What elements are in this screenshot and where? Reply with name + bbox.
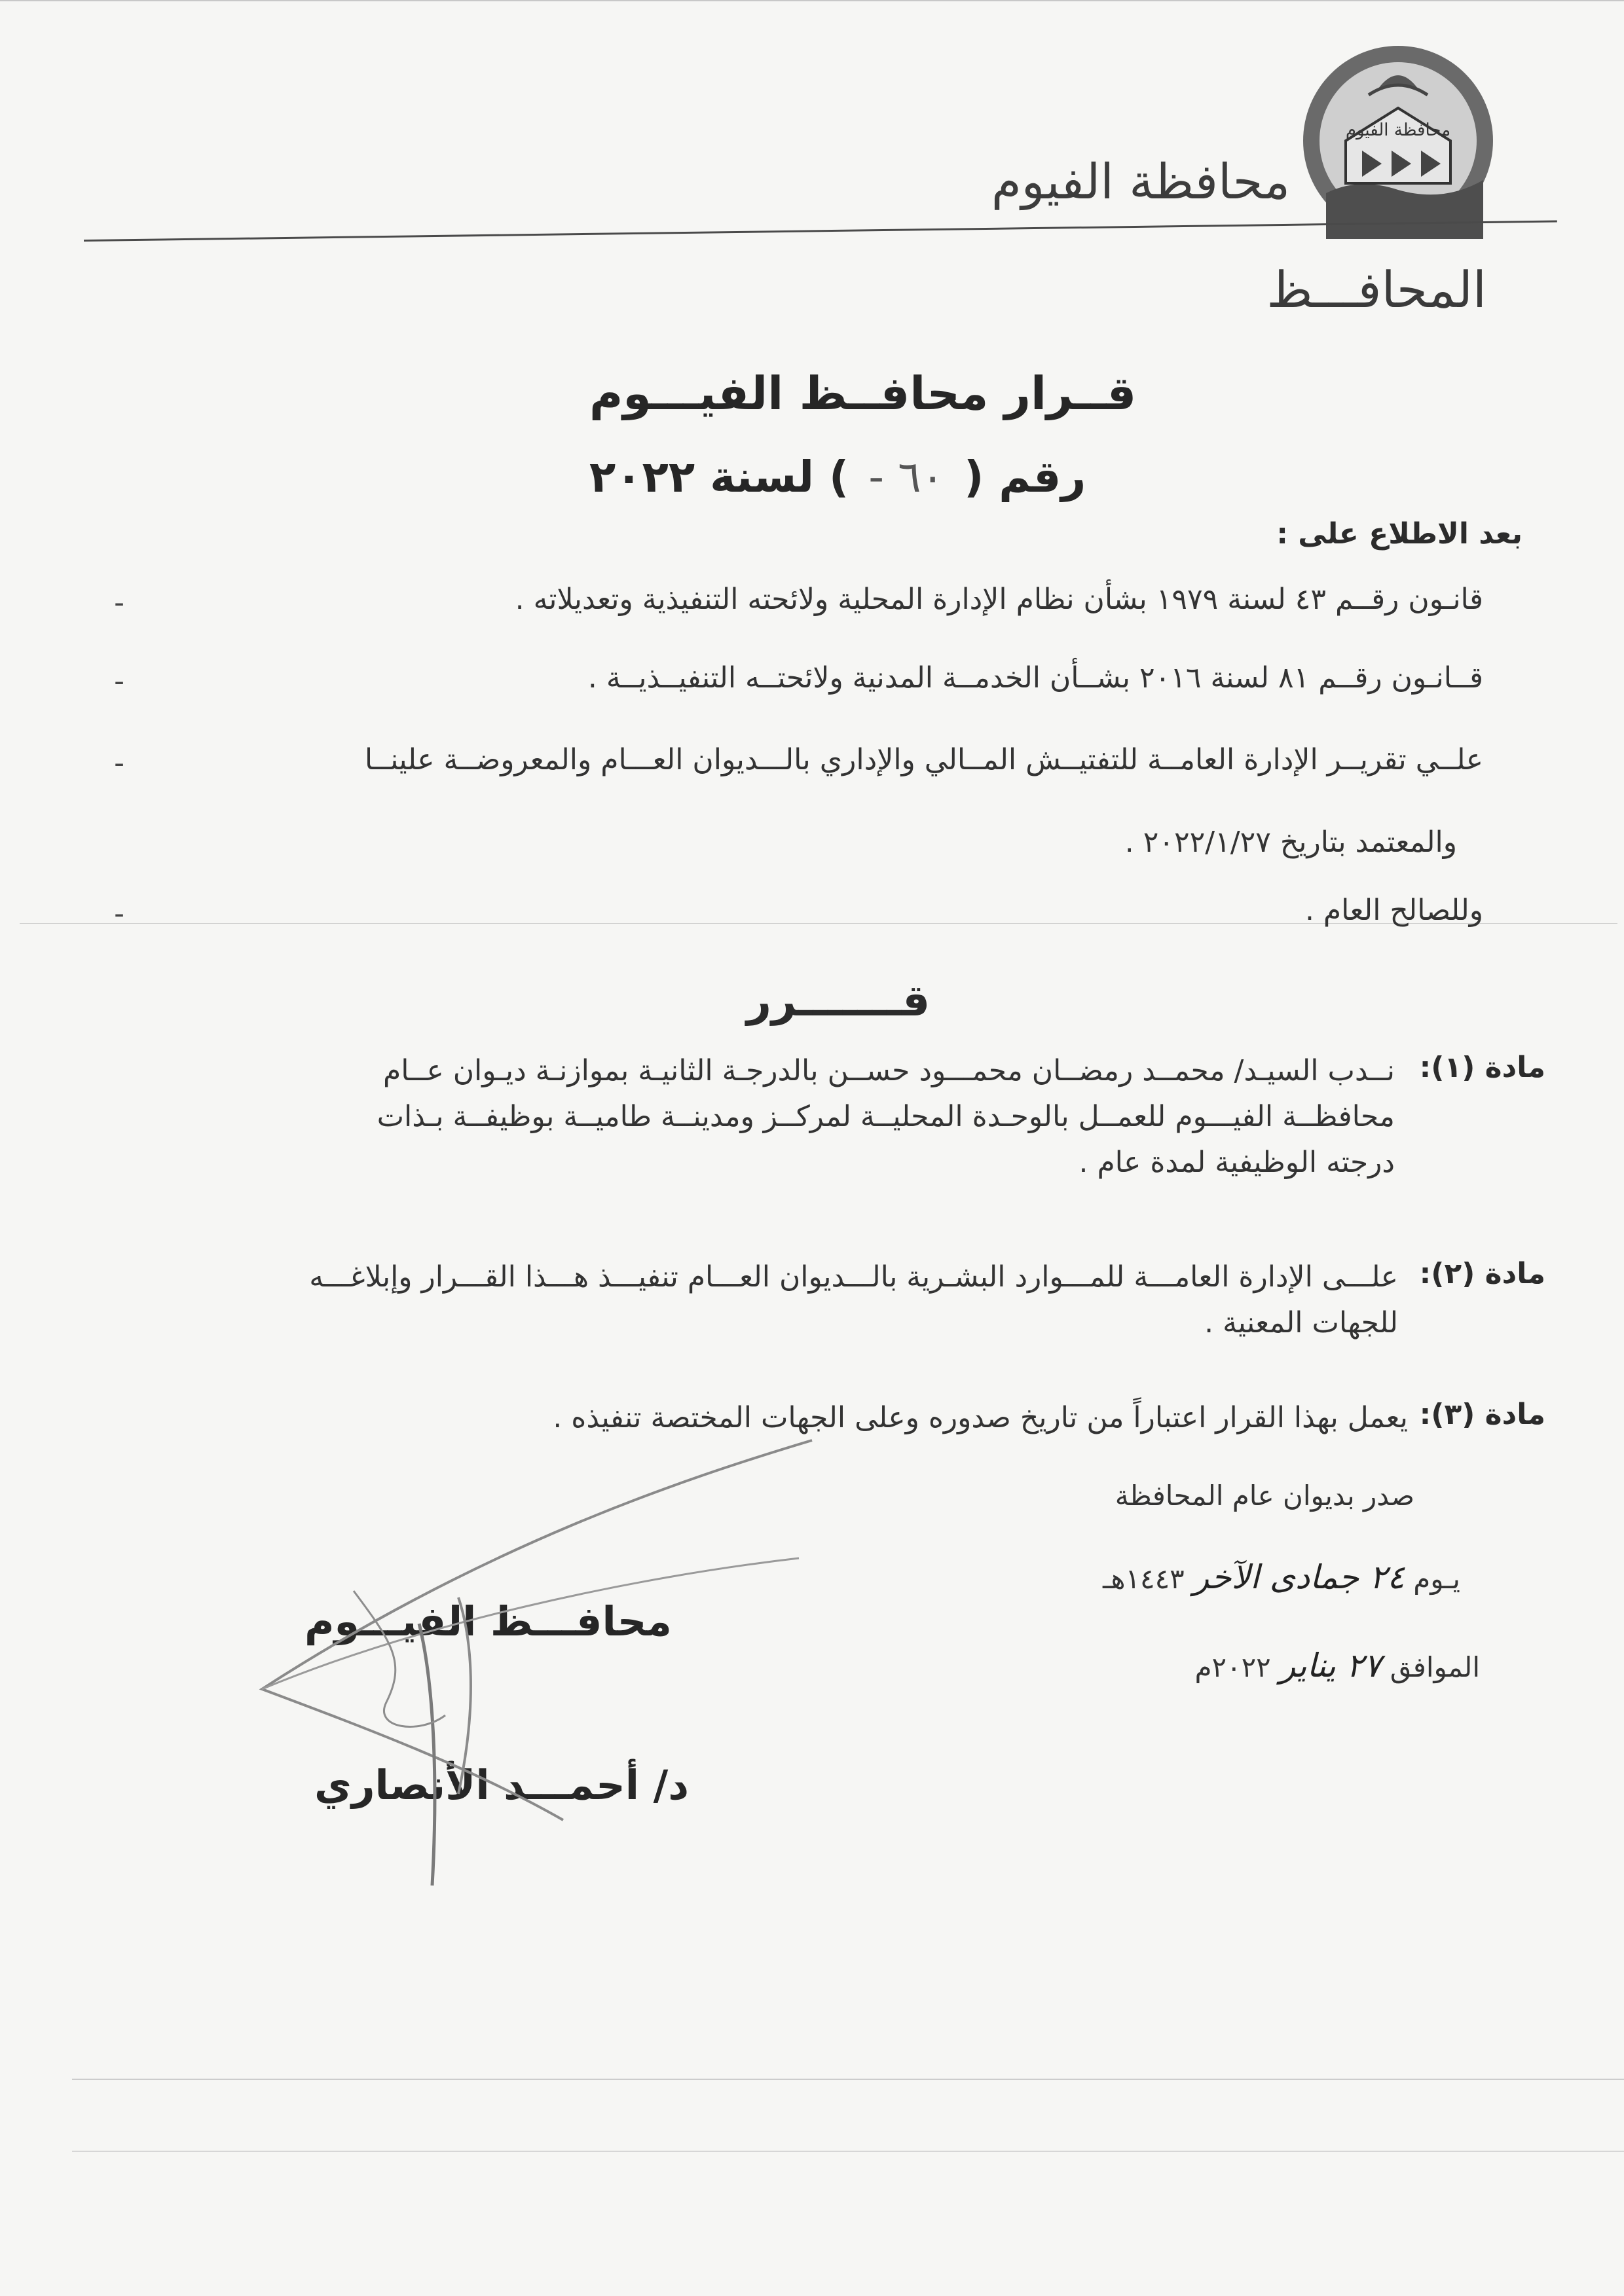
- article-2-label: مادة (٢):: [1419, 1257, 1545, 1290]
- seal-text: محافظة الفيوم: [1345, 120, 1451, 140]
- preamble-item-3-cont: والمعتمد بتاريخ ٢٠٢٢/١/٢٧ .: [1124, 826, 1457, 859]
- preamble-item-2: قــانـون رقــم ٨١ لسنة ٢٠١٦ بشــأن الخدمــة المدنية ولائحتــه التنفيــذيــة .: [587, 661, 1483, 695]
- governor-office-label: المحافـــظ: [1266, 261, 1486, 319]
- gregorian-year: ٢٠٢٢م: [1194, 1651, 1271, 1683]
- article-3-label: مادة (٣):: [1419, 1398, 1545, 1431]
- bullet-dash: -: [114, 897, 124, 930]
- article-1-line-1: نــدب السيـد/ محمــد رمضــان محمـــود حســن بالدرجـة الثانيـة بموازنـة ديـوان عــام: [383, 1054, 1395, 1087]
- bullet-dash: -: [114, 665, 124, 698]
- article-1-line-3: درجته الوظيفية لمدة عام .: [1079, 1146, 1395, 1179]
- preamble-item-1: قانـون رقــم ٤٣ لسنة ١٩٧٩ بشأن نظام الإدارة المحلية ولائحته التنفيذية وتعديلاته .: [515, 583, 1483, 616]
- decree-title: قــرار محافــظ الفيـــوم: [589, 367, 1137, 420]
- article-1-line-2: محافظــة الفيـــوم للعمــل بالوحـدة المحليــة لمركــز ومدينــة طاميــة بوظيفــة بـذات: [377, 1100, 1395, 1133]
- bullet-dash: -: [114, 746, 124, 780]
- hijri-year: ١٤٤٣هـ: [1103, 1563, 1185, 1595]
- decree-number-suffix: ) لسنة ٢٠٢٢: [589, 452, 849, 502]
- hijri-date-handwritten: ٢٤ جمادى الآخر: [1193, 1558, 1405, 1596]
- day-label: يـوم: [1413, 1563, 1460, 1595]
- decree-number-line: [589, 452, 1086, 502]
- preamble-item-3: علــي تقريــر الإدارة العامــة للتفتيــش المــالي والإداري بالـــديوان العـــام والمعروضــة علينــا: [364, 743, 1483, 776]
- decree-number-prefix: رقم (: [964, 452, 1086, 502]
- article-2-line-1: علـــى الإدارة العامـــة للمـــوارد البشـرية بالـــديوان العـــام تنفيـــذ هـــذا القـــرار وإبلاغـــه: [309, 1260, 1398, 1294]
- issued-at: صدر بديوان عام المحافظة: [1115, 1480, 1414, 1512]
- hijri-date-line: [1103, 1558, 1460, 1596]
- gregorian-date-handwritten: ٢٧ يناير: [1280, 1647, 1382, 1685]
- signatory-title: محافـــظ الفيـــوم: [304, 1597, 672, 1645]
- gregorian-date-line: [1194, 1647, 1480, 1685]
- governorate-name: محافظة الفيوم: [991, 154, 1290, 210]
- corresponding-label: الموافق: [1390, 1651, 1480, 1683]
- decree-number: ٦٠ -: [868, 452, 944, 502]
- article-1-label: مادة (١):: [1419, 1051, 1545, 1084]
- preamble-intro: بعد الاطلاع على :: [1276, 517, 1522, 551]
- handwritten-signature-icon: [223, 1427, 877, 1899]
- decision-heading: قـــــــرر: [747, 975, 931, 1026]
- article-2-line-2: للجهات المعنية .: [1204, 1306, 1398, 1339]
- preamble-item-4: وللصالح العام .: [1304, 894, 1483, 927]
- bullet-dash: -: [114, 586, 124, 619]
- governorate-seal-icon: [1300, 43, 1496, 239]
- scan-line: [72, 2079, 1624, 2080]
- signatory-name: د/ أحمـــد الأنصاري: [314, 1761, 690, 1809]
- article-3-line-1: يعمل بهذا القرار اعتباراً من تاريخ صدوره وعلى الجهات المختصة تنفيذه .: [553, 1401, 1408, 1434]
- scan-edge-top: [0, 0, 1624, 1]
- scan-line: [72, 2151, 1624, 2152]
